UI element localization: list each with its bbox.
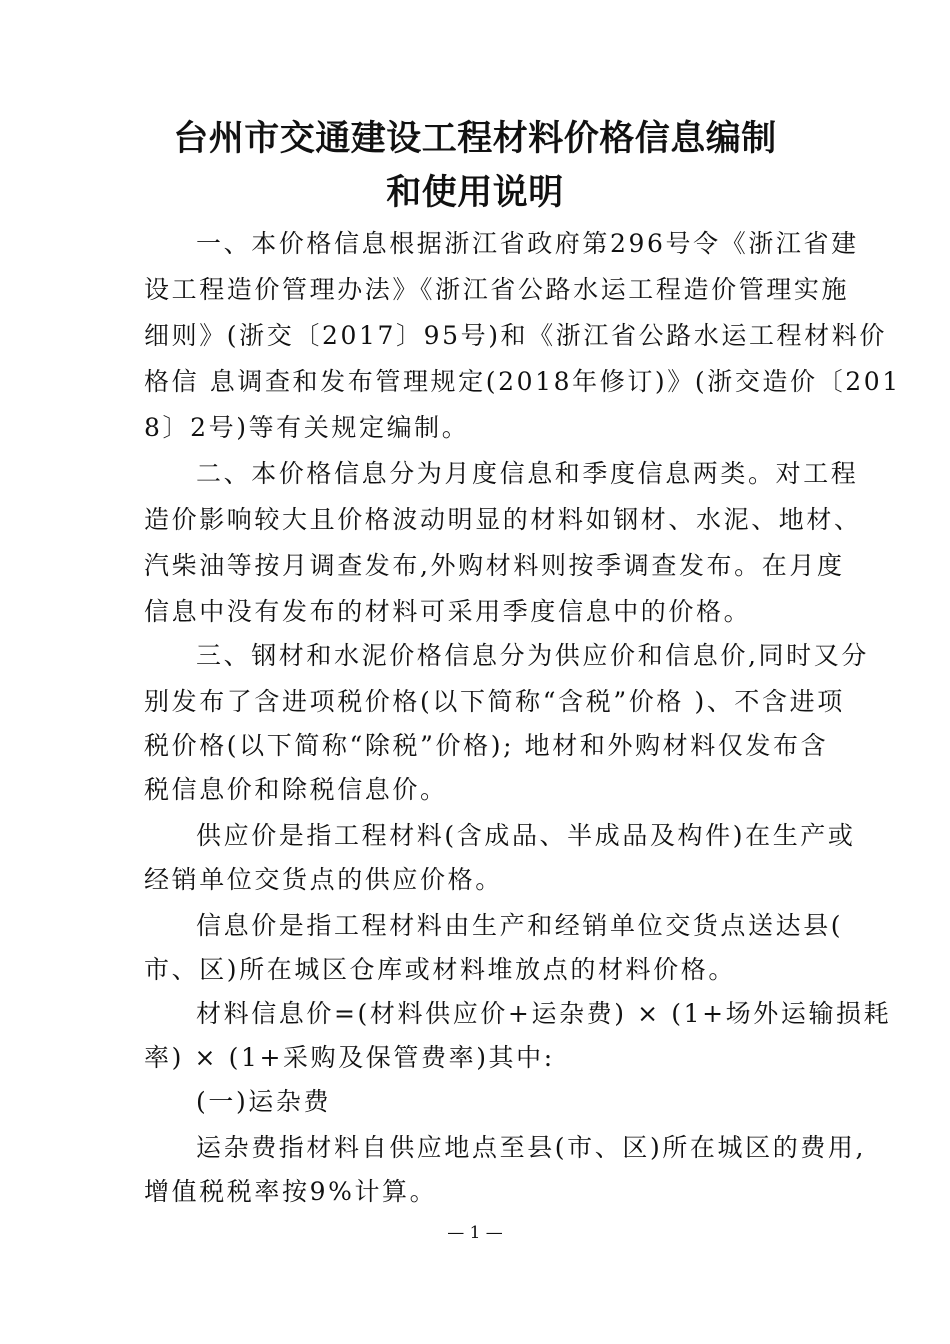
body-line: 增值税税率按9%计算。 [144,1177,438,1206]
body-line: 二、本价格信息分为月度信息和季度信息两类。对工程 [196,459,859,488]
body-line: 信息价是指工程材料由生产和经销单位交货点送达县( [196,911,844,940]
body-line: 细则》(浙交〔2017〕95号)和《浙江省公路水运工程材料价 [144,321,887,350]
body-line: 供应价是指工程材料(含成品、半成品及构件)在生产或 [196,821,856,850]
body-line: 8〕2号)等有关规定编制。 [144,413,470,442]
document-title-line-2: 和使用说明 [386,172,564,213]
body-line: 格信 息调查和发布管理规定(2018年修订)》(浙交造价〔201 [144,367,901,396]
page-number: — 1 — [447,1223,503,1243]
section-heading: (一)运杂费 [196,1087,332,1116]
body-line: 汽柴油等按月调查发布,外购材料则按季调查发布。在月度 [144,551,845,580]
body-line: 税价格(以下简称“除税”价格); 地材和外购材料仅发布含 [144,731,829,760]
body-line: 税信息价和除税信息价。 [144,775,448,804]
body-line: 三、钢材和水泥价格信息分为供应价和信息价,同时又分 [196,641,869,670]
body-line: 别发布了含进项税价格(以下简称“含税”价格 )、不含进项 [144,687,845,716]
body-line: 率) × (1+采购及保管费率)其中: [144,1043,555,1072]
document-title-line-1: 台州市交通建设工程材料价格信息编制 [173,118,777,159]
body-line: 设工程造价管理办法》《浙江省公路水运工程造价管理实施 [144,275,850,304]
body-line: 一、本价格信息根据浙江省政府第296号令《浙江省建 [196,229,859,258]
body-line: 信息中没有发布的材料可采用季度信息中的价格。 [144,597,752,626]
body-line: 经销单位交货点的供应价格。 [144,865,503,894]
body-line: 运杂费指材料自供应地点至县(市、区)所在城区的费用, [196,1133,867,1162]
body-line: 材料信息价=(材料供应价+运杂费) × (1+场外运输损耗 [196,999,892,1028]
body-line: 造价影响较大且价格波动明显的材料如钢材、水泥、地材、 [144,505,862,534]
body-line: 市、区)所在城区仓库或材料堆放点的材料价格。 [144,955,736,984]
